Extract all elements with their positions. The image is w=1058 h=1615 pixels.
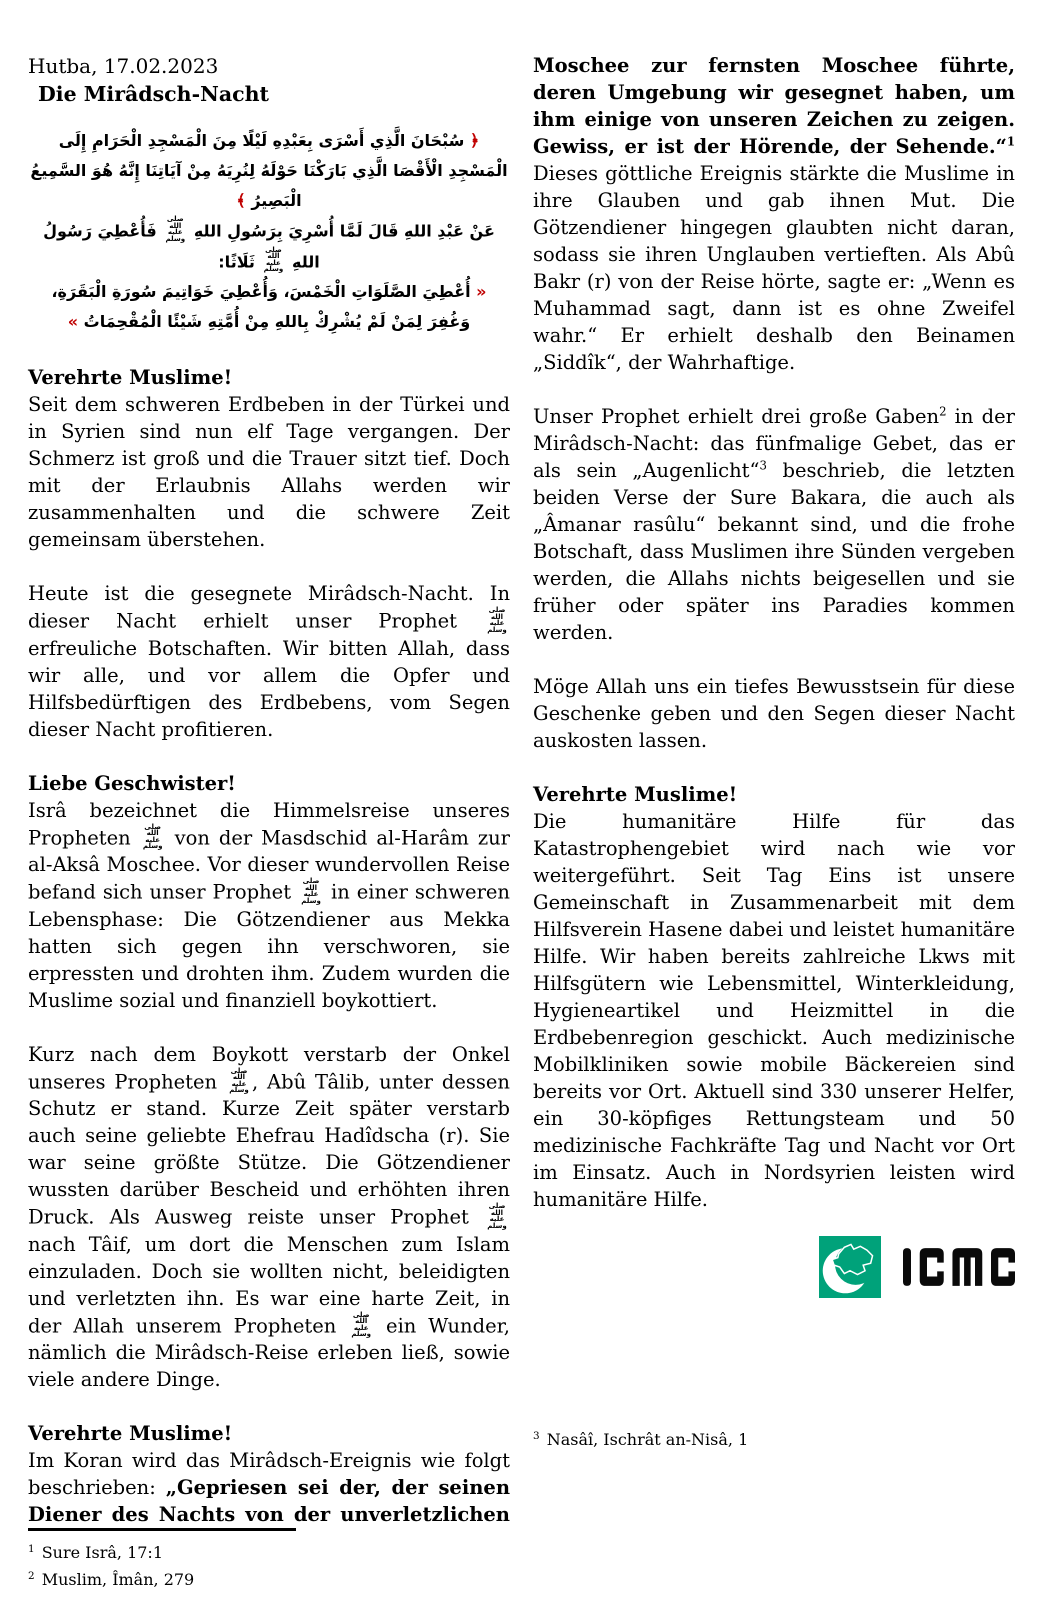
saw-calligraphy-glyph: صلى الله عليه وسلم [487, 1202, 507, 1230]
footnote: $^3$ Nasâî, Ischrât an-Nisâ, 1 [533, 1429, 749, 1449]
paragraph: Kurz nach dem Boykott verstarb der Onkel unseres Propheten صلى الله عليه وسلم , Abû Tâlib, unter dessen Schutz er stand. Kurze Zeit später verstarb auch seine geliebte Ehefrau Hadîdscha (r). Sie war seine größte Stütze. Die Götzendiener wussten darüber Bescheid und erhöhten ihren Druck. Als Ausweg reiste unser Prophet صلى الله عليه وسلم nach Tâif, um dort die Menschen zum Islam einzuladen. Doch sie wollten nicht, beleidigten und verletzten ihn. Es war eine harte Zeit, in der Allah unserem Propheten صلى الله عليه وسلم ein Wunder, nämlich die Mirâdsch-Reise erleben ließ, sowie viele andere Dinge. [28, 1042, 510, 1391]
saw-calligraphy-glyph: صلى الله عليه وسلم [229, 1066, 249, 1094]
footnote-separator [28, 1528, 296, 1531]
footnotes-left [28, 1528, 510, 1615]
paragraph: Im Koran wird das Mirâdsch-Ereignis wie folgt beschrieben: „Gepriesen sei der, der seinen Diener des Nachts von der unverletzlichen [28, 1449, 511, 1526]
arabic-line: ﴿ سُبْحَانَ الَّذِي أَسْرَى بِعَبْدِهِ لَيْلًا مِنَ الْمَسْجِدِ الْحَرَامِ إِلَى الْمَسْجِدِ الْأَقْصَا الَّذِي بَارَكْنَا حَوْلَهُ لِنُرِيَهُ مِنْ آيَاتِنَا إِنَّهُ هُوَ السَّمِيعُ الْبَصِيرُ ﴾ [30, 131, 508, 210]
paragraph: Unser Prophet erhielt drei große Gaben$^2$ in der Mirâdsch-Nacht: das fünfmalige Gebet, das er als sein „Augenlicht“$^3$ beschrieb, die letzten beiden Verse der Sure Bakara, die auch als „Âmanar rasûlu“ bekannt sind, und die frohe Botschaft, dass Muslimen ihre Sünden vergeben werden, die Allahs nichts beigesellen und sie früher oder später ins Paradies kommen werden. [533, 404, 1015, 644]
blank-line [28, 553, 510, 580]
paragraph: Isrâ bezeichnet die Himmelsreise unseres Propheten صلى الله عليه وسلم von der Masdschid al-Harâm zur al-Aksâ Moschee. Vor dieser wundervollen Reise befand sich unser Prophet صلى الله عليه وسلم in einer schweren Lebensphase: Die Götzendiener aus Mekka hatten sich gegen ihn verschworen, sie erpressten und drohten ihm. Zudem wurden die Muslime sozial und finanziell boykottiert. [28, 798, 510, 1012]
blank-line [533, 646, 1015, 673]
section-heading: Verehrte Muslime! [28, 366, 233, 389]
saw-calligraphy-glyph: صلى الله عليه وسلم [301, 877, 321, 905]
saw-calligraphy-glyph: صلى الله عليه وسلم [142, 822, 163, 850]
crescent-europe-icon [819, 1236, 881, 1298]
left-column-blocks [28, 364, 510, 1528]
section-heading: Verehrte Muslime! [28, 1422, 233, 1445]
footnotes-right [533, 1426, 1015, 1497]
arabic-line: « أُعْطِيَ الصَّلَوَاتِ الْخَمْسَ، وَأُعْطِيَ خَوَاتِيمَ سُورَةِ الْبَقَرَةِ، وَغُفِرَ لِمَنْ لَمْ يُشْرِكْ بِاللهِ مِنْ أُمَّتِهِ شَيْئًا الْمُقْحِمَاتُ » [51, 282, 487, 331]
paragraph: Die humanitäre Hilfe für das Katastrophengebiet wird nach wie vor weitergeführt. Seit Tag Eins ist unsere Gemeinschaft in Zusammenarbeit mit dem Hilfsverein Hasene dabei und leistet humanitäre Hilfe. Wir haben bereits zahlreiche Lkws mit Hilfsgütern wie Lebensmittel, Winterkleidung, Hygieneartikel und Heizmittel in die Erdbebenregion geschickt. Auch medizinische Mobilkliniken sowie mobile Bäckereien sind bereits vor Ort. Aktuell sind 330 unserer Helfer, ein 30-köpfiges Rettungsteam und 50 medizinische Fachkräfte Tag und Nacht vor Ort im Einsatz. Auch in Nordsyrien leisten wird humanitäre Hilfe. [533, 810, 1015, 1211]
blank-line [533, 754, 1015, 781]
saw-calligraphy-glyph: صلى الله عليه وسلم [487, 606, 507, 634]
right-column-blocks [533, 52, 1015, 1213]
blank-line [28, 743, 510, 770]
footnote: $^2$ Muslim, Îmân, 279 [28, 1569, 195, 1589]
blank-line [28, 1014, 510, 1041]
right-column [533, 52, 1015, 1497]
arabic-quote-block [28, 126, 510, 337]
saw-calligraphy-glyph: صلى الله عليه وسلم [165, 215, 186, 243]
arabic-line: عَنْ عَبْدِ اللهِ قَالَ لَمَّا أُسْرِيَ بِرَسُولِ اللهِ صلى الله عليه وسلم فَأُعْطِيَ رَسُولُ اللهِ صلى الله عليه وسلم ثَلَاثًا: [43, 215, 495, 273]
blank-line [533, 376, 1015, 403]
paragraph: Möge Allah uns ein tiefes Bewusstsein für diese Geschenke geben und den Segen dieser Nacht auskosten lassen. [533, 675, 1015, 752]
saw-calligraphy-glyph: صلى الله عليه وسلم [351, 1310, 371, 1338]
paragraph: Seit dem schweren Erdbeben in der Türkei und in Syrien sind nun elf Tage vergangen. Der Schmerz ist groß und die Trauer sitzt tief. Doch mit der Erlaubnis Allahs werden wir zusammenhalten und die schwere Zeit gemeinsam überstehen. [28, 393, 510, 551]
paragraph: Moschee zur fernsten Moschee führte, deren Umgebung wir gesegnet haben, um ihm einige von unseren Zeichen zu zeigen. Gewiss, er ist der Hörende, der Sehende.“$^1$ Dieses göttliche Ereignis stärkte die Muslime in ihre Glauben und gab ihnen Mut. Die Götzendiener hingegen glaubten nicht daran, sodass sie ihren Unglauben vertieften. Als Abû Bakr (r) von der Reise hörte, sagte er: „Wenn es Muhammad sagt, dann ist es ohne Zweifel wahr.“ Er erhielt deshalb den Beinamen „Siddîk“, der Wahrhaftige. [533, 54, 1015, 374]
left-column [28, 52, 511, 1589]
igmg-logo [533, 1236, 1015, 1298]
paragraph: Heute ist die gesegnete Mirâdsch-Nacht. In dieser Nacht erhielt unser Prophet صلى الله عليه وسلم erfreuliche Botschaften. Wir bitten Allah, dass wir alle, und vor allem die Opfer und Hilfsbedürftigen des Erdbebens, vom Segen dieser Nacht profitieren. [28, 582, 510, 741]
header-date-line: Hutba, 17.02.2023 [28, 54, 219, 78]
section-heading: Liebe Geschwister! [28, 771, 236, 795]
igmg-wordmark [903, 1248, 1015, 1286]
footnote: $^1$ Sure Isrâ, 17:1 [28, 1542, 163, 1562]
footnote-list-right [533, 1426, 1015, 1453]
saw-calligraphy-glyph: صلى الله عليه وسلم [263, 245, 284, 273]
page-title: Die Mirâdsch-Nacht [38, 82, 269, 106]
section-heading: Verehrte Muslime! [533, 783, 738, 806]
footnote-list-left [28, 1539, 510, 1593]
blank-line [28, 1393, 510, 1420]
